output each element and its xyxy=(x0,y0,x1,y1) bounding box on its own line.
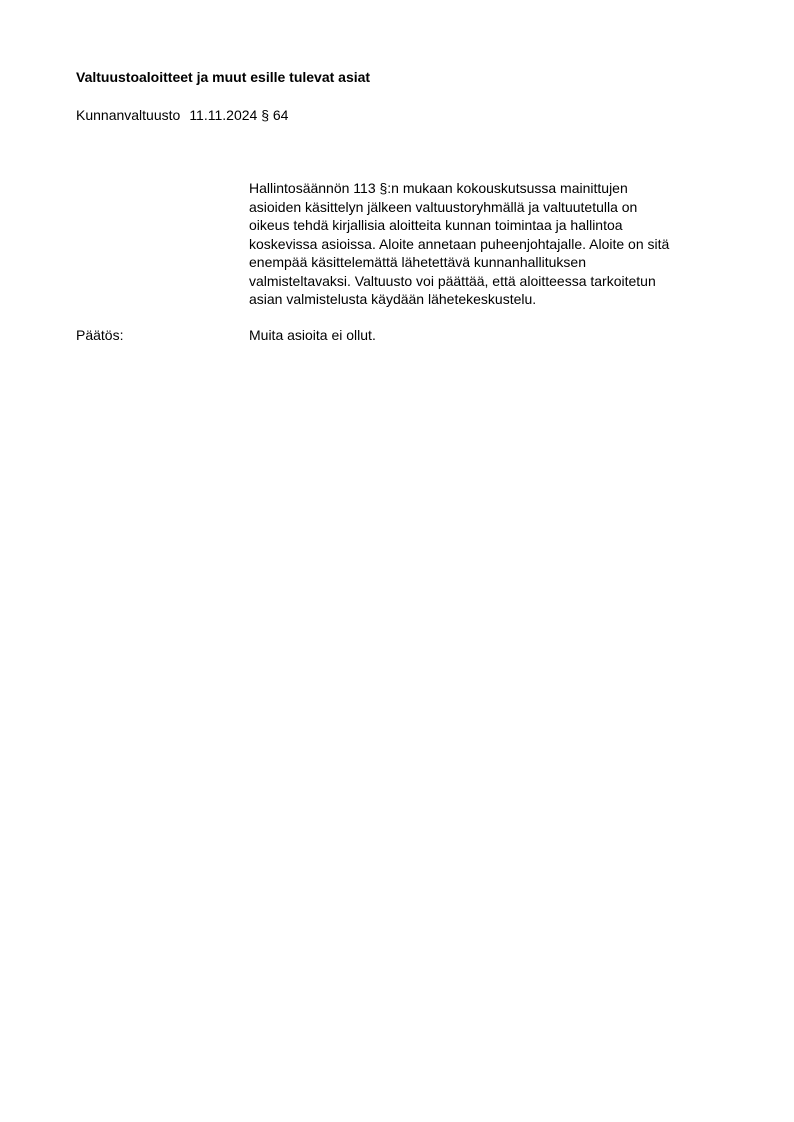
meeting-reference xyxy=(76,107,288,124)
proposal-line: oikeus tehdä kirjallisia aloitteita kunnan toimintaa ja hallintoa xyxy=(249,217,623,233)
meeting-body: Kunnanvaltuusto xyxy=(76,107,181,123)
decision-text: Muita asioita ei ollut. xyxy=(249,327,376,343)
proposal-text xyxy=(249,179,749,309)
proposal-line: Hallintosäännön 113 §:n mukaan kokouskutsussa mainittujen xyxy=(249,180,628,196)
proposal-line: enempää käsittelemättä lähetettävä kunnanhallituksen xyxy=(249,254,586,270)
meeting-date-section: 11.11.2024 § 64 xyxy=(189,107,289,123)
proposal-line: koskevissa asioissa. Aloite annetaan puheenjohtajalle. Aloite on sitä xyxy=(249,235,670,252)
proposal-line: valmisteltavaksi. Valtuusto voi päättää, että aloitteessa tarkoitetun xyxy=(249,272,656,289)
document-title: Valtuustoaloitteet ja muut esille tulevat asiat xyxy=(76,69,371,85)
decision-label: Päätös: xyxy=(76,327,124,343)
proposal-line: asioiden käsittelyn jälkeen valtuustoryhmällä ja valtuutetulla on xyxy=(249,198,638,215)
proposal-line: asian valmistelusta käydään lähetekeskustelu. xyxy=(249,291,537,307)
